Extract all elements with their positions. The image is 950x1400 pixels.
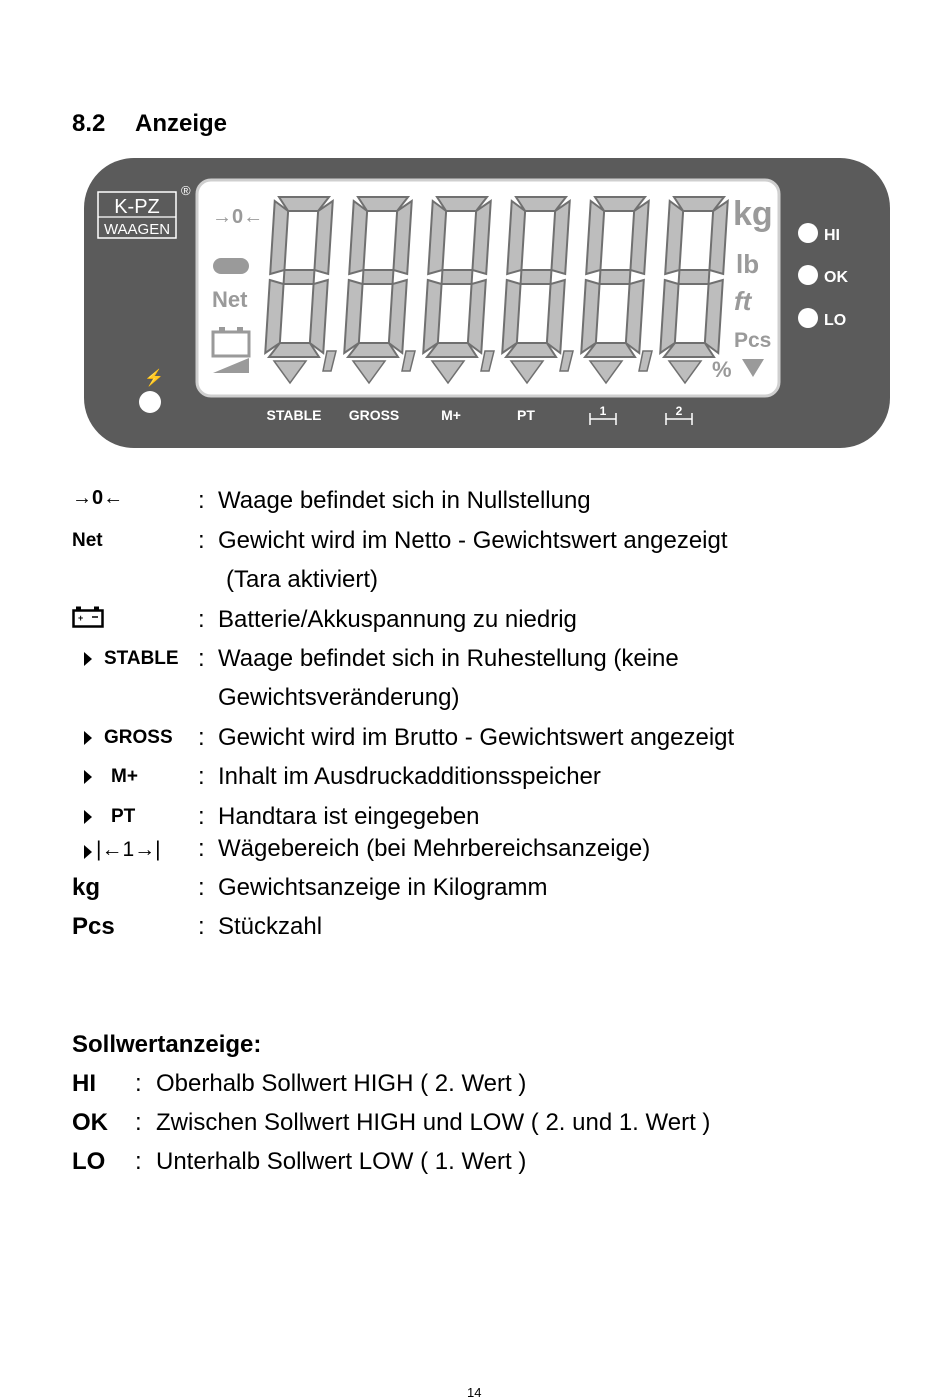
setpoint-text-lo: Unterhalb Sollwert LOW ( 1. Wert ) (156, 1148, 527, 1175)
setpoint-title: Sollwertanzeige: (72, 1031, 262, 1058)
legend-symbol-range: |←1→| (84, 838, 161, 862)
legend-symbol-pt: PT (84, 806, 135, 828)
setpoint-colon-ok: : (135, 1109, 142, 1136)
setpoint-colon-hi: : (135, 1070, 142, 1097)
section-title: Anzeige (135, 110, 228, 137)
legend-symbol-kg: kg (72, 874, 101, 901)
setpoint-code-ok: OK (72, 1109, 108, 1136)
legend-text-kg: Gewichtsanzeige in Kilogramm (218, 874, 548, 901)
legend-colon-6: : (198, 803, 205, 830)
label-pt: PT (517, 407, 535, 423)
setpoint-text-hi: Oberhalb Sollwert HIGH ( 2. Wert ) (156, 1070, 527, 1097)
setpoint-colon-lo: : (135, 1148, 142, 1175)
setpoint-text-ok: Zwischen Sollwert HIGH und LOW ( 2. und 1. Wert ) (156, 1109, 711, 1136)
legend-colon-8: : (198, 874, 205, 901)
legend-colon-7: : (198, 835, 205, 862)
legend-text-pcs: Stückzahl (218, 913, 323, 940)
label-gross: GROSS (348, 407, 400, 423)
indicator-ok (798, 265, 848, 286)
battery-icon (72, 606, 106, 628)
legend-text-net-cont: (Tara aktiviert) (226, 566, 379, 593)
unit-lb: lb (736, 249, 760, 279)
legend-text-gross: Gewicht wird im Brutto - Gewichtswert angezeigt (218, 724, 735, 751)
legend-text-range: Wägebereich (bei Mehrbereichsanzeige) (218, 835, 651, 862)
scale-display-figure (70, 155, 900, 455)
legend-text-stable: Waage befindet sich in Ruhestellung (keine (218, 645, 679, 672)
legend-colon-3: : (198, 645, 205, 672)
setpoint-code-hi: HI (72, 1070, 96, 1097)
svg-text:⚡: ⚡ (144, 370, 164, 387)
svg-text:LO: LO (824, 312, 847, 329)
triangle-marker-icon (84, 770, 92, 784)
legend-text-pt: Handtara ist eingegeben (218, 803, 480, 830)
legend-symbol-m-plus: M+ (84, 766, 138, 788)
digit-segment (600, 270, 631, 284)
unit-kg: kg (733, 195, 773, 233)
lcd-minus-symbol (213, 258, 249, 274)
legend-text-battery: Batterie/Akkuspannung zu niedrig (218, 606, 577, 633)
legend-colon-1: : (198, 527, 205, 554)
legend-colon-9: : (198, 913, 205, 940)
setpoint-code-lo: LO (72, 1148, 106, 1175)
legend-symbol-stable: STABLE (84, 648, 179, 670)
label-stable: STABLE (266, 407, 322, 423)
triangle-marker-icon (84, 810, 92, 824)
legend-symbol-gross: GROSS (84, 727, 173, 749)
legend-symbol-net: Net (72, 530, 103, 551)
svg-text:1: 1 (599, 404, 607, 418)
legend-text-stable-cont: Gewichtsveränderung) (218, 684, 460, 711)
lcd-zero-symbol: →0← (212, 206, 264, 228)
triangle-marker-icon (84, 731, 92, 745)
registered-mark: ® (181, 183, 191, 198)
legend-text-net: Gewicht wird im Netto - Gewichtswert angezeigt (218, 527, 728, 554)
digit-segment (679, 270, 710, 284)
logo-line2: WAAGEN (103, 221, 171, 238)
unit-pcs: Pcs (734, 329, 772, 352)
svg-text:HI: HI (824, 227, 840, 244)
unit-ft: ft (734, 286, 752, 316)
logo-line1: K-PZ (114, 196, 160, 218)
lcd-net-symbol: Net (212, 287, 248, 312)
svg-text:+: + (78, 613, 84, 623)
label-m-plus: M+ (441, 407, 461, 423)
digit-segment (284, 270, 315, 284)
legend-symbol-zero: →0← (72, 487, 124, 509)
legend-symbol-pcs: Pcs (72, 913, 115, 940)
svg-text:OK: OK (824, 269, 848, 286)
legend-text-m-plus: Inhalt im Ausdruckadditionsspeicher (218, 763, 601, 790)
legend-colon-4: : (198, 724, 205, 751)
triangle-marker-icon (84, 845, 92, 859)
triangle-marker-icon (84, 652, 92, 666)
legend-text-zero: Waage befindet sich in Nullstellung (218, 487, 591, 514)
digit-segment (442, 270, 473, 284)
page-number: 14 (467, 1385, 482, 1400)
digit-segment (363, 270, 394, 284)
svg-text:2: 2 (675, 404, 683, 418)
legend-colon-0: : (198, 487, 205, 514)
legend-colon-5: : (198, 763, 205, 790)
digit-segment (521, 270, 552, 284)
section-number: 8.2 (72, 110, 106, 137)
legend-colon-2: : (198, 606, 205, 633)
unit-percent: % (712, 357, 732, 382)
